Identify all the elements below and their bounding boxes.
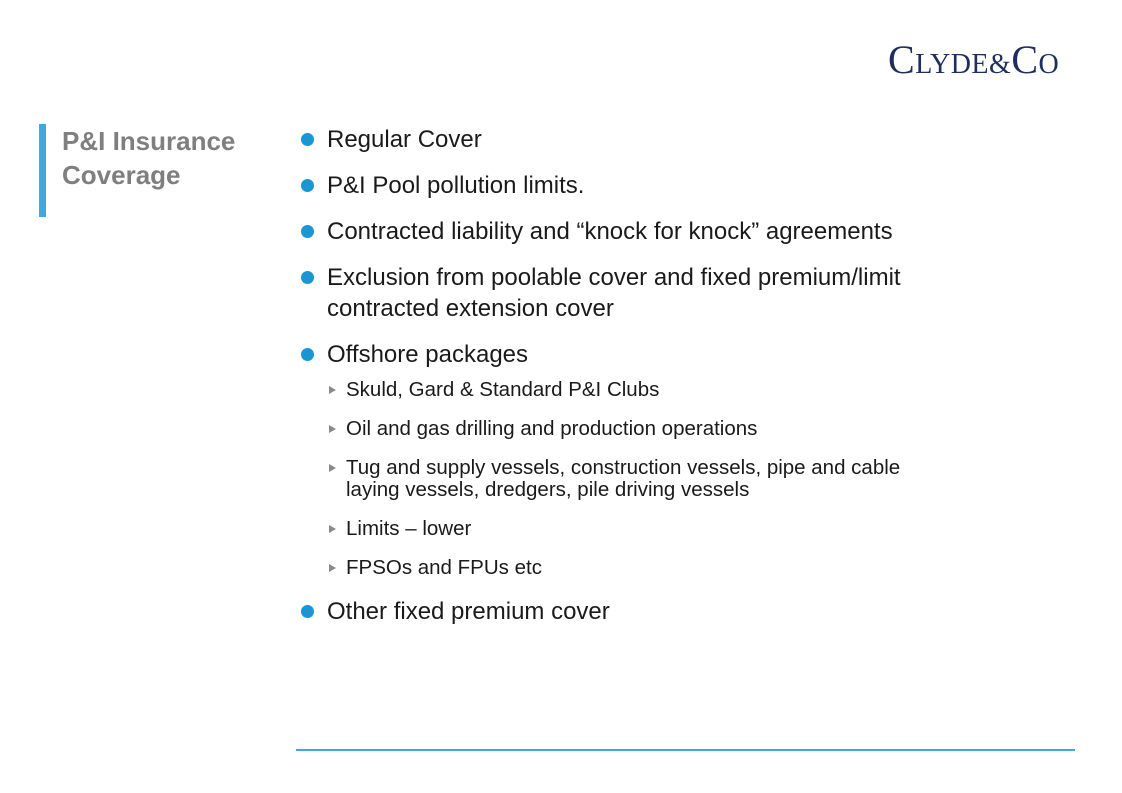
- sub-bullet-item: [329, 518, 937, 540]
- title-accent-bar: [39, 124, 46, 217]
- bullet-item: [297, 596, 937, 627]
- logo-letter-c: C: [888, 37, 916, 82]
- bullet-text: Other fixed premium cover: [327, 598, 610, 625]
- logo-letter-c2: C: [1011, 37, 1039, 82]
- bullet-dot-icon: [301, 225, 314, 238]
- sub-bullet-arrow-icon: [329, 386, 336, 394]
- bullet-dot-icon: [301, 605, 314, 618]
- logo-ampersand: &: [989, 49, 1012, 80]
- bullet-item: [297, 124, 937, 155]
- sub-bullet-list: [297, 379, 937, 579]
- slide-title: P&I Insurance Coverage: [62, 126, 236, 190]
- logo-letter-o: O: [1038, 49, 1060, 80]
- bullet-text: Offshore packages: [327, 341, 529, 368]
- bullet-dot-icon: [301, 133, 314, 146]
- sub-bullet-item: [329, 457, 937, 501]
- bullet-text: Exclusion from poolable cover and fixed premium/limit contracted extension cover: [327, 264, 901, 322]
- sub-bullet-item: [329, 557, 937, 579]
- bullet-item: [297, 339, 937, 370]
- footer-divider: [296, 749, 1075, 751]
- sub-bullet-text: Limits – lower: [346, 517, 472, 540]
- bullet-dot-icon: [301, 348, 314, 361]
- sub-bullet-arrow-icon: [329, 525, 336, 533]
- bullet-dot-icon: [301, 179, 314, 192]
- clyde-co-logo: [888, 37, 1060, 85]
- bullet-dot-icon: [301, 271, 314, 284]
- bullet-list: [297, 124, 937, 642]
- sub-bullet-text: Oil and gas drilling and production operations: [346, 417, 758, 440]
- sub-bullet-text: Skuld, Gard & Standard P&I Clubs: [346, 378, 660, 401]
- sub-bullet-text: Tug and supply vessels, construction vessels, pipe and cable laying vessels, dredgers, pile driving vessels: [346, 456, 901, 501]
- sub-bullet-arrow-icon: [329, 564, 336, 572]
- logo-lyde: LYDE: [915, 49, 990, 80]
- bullet-text: Contracted liability and “knock for knock” agreements: [327, 218, 893, 245]
- sub-bullet-text: FPSOs and FPUs etc: [346, 556, 542, 579]
- bullet-text: P&I Pool pollution limits.: [327, 172, 585, 199]
- bullet-text: Regular Cover: [327, 126, 482, 153]
- bullet-item: [297, 262, 937, 324]
- sub-bullet-arrow-icon: [329, 425, 336, 433]
- sub-bullet-arrow-icon: [329, 464, 336, 472]
- sub-bullet-item: [329, 418, 937, 440]
- bullet-item: [297, 170, 937, 201]
- sub-bullet-item: [329, 379, 937, 401]
- bullet-item: [297, 216, 937, 247]
